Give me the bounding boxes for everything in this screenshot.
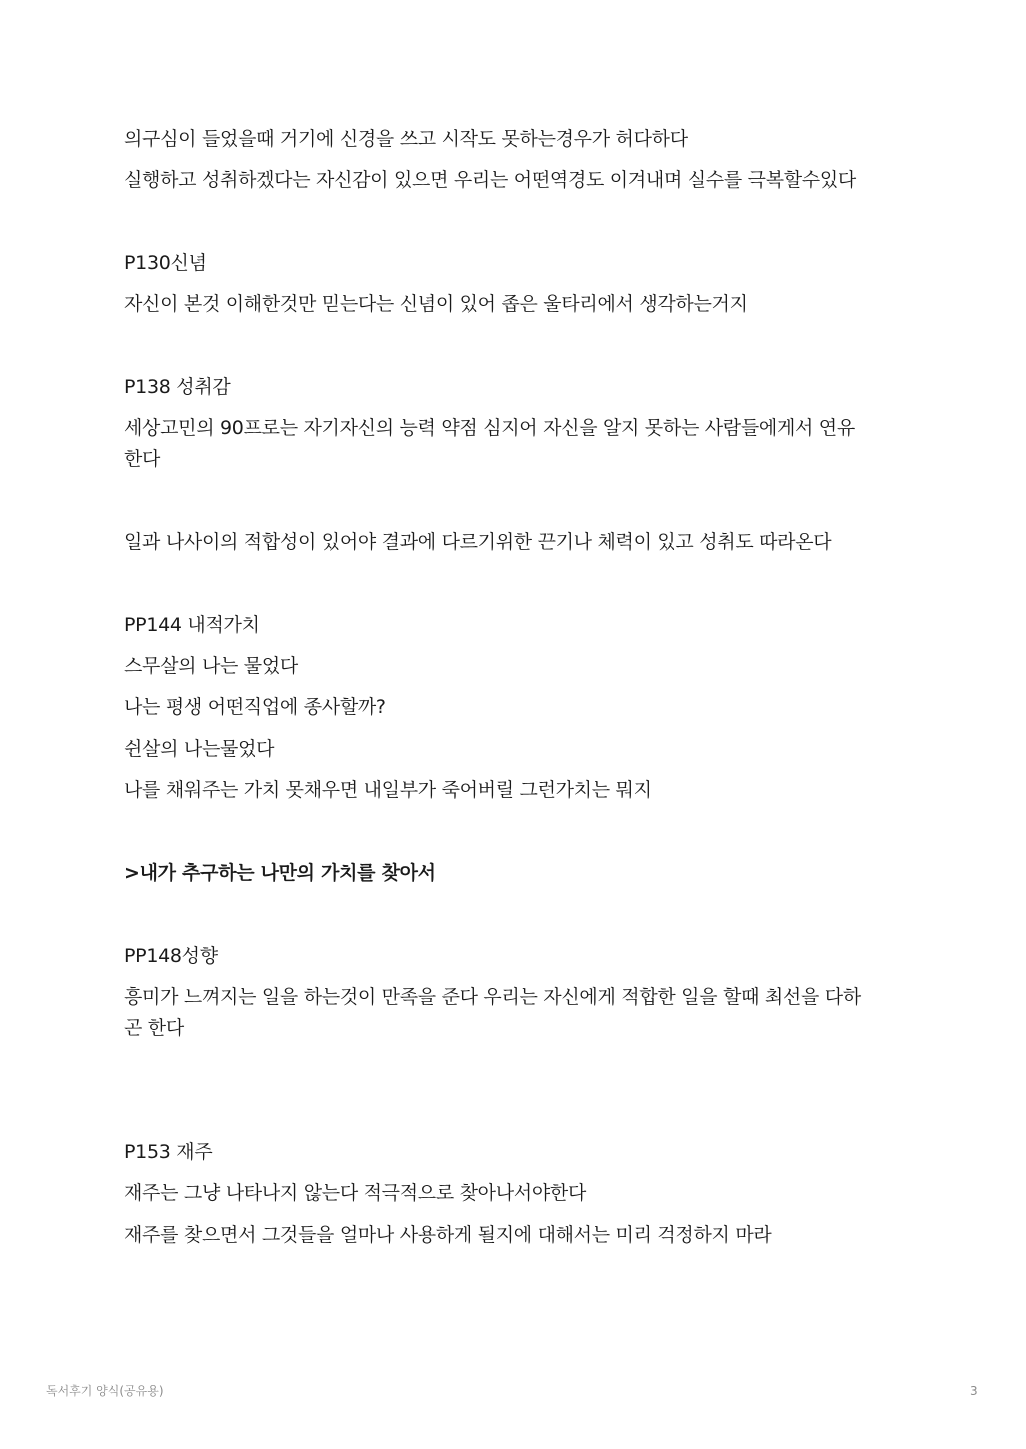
section-heading: P130신념 xyxy=(124,252,207,274)
footer-title: 독서후기 양식(공유용) xyxy=(46,1384,164,1398)
text-line: 스무살의 나는 물었다 xyxy=(124,655,298,677)
section-heading: PP144 내적가치 xyxy=(124,614,260,636)
text-line: 곤 한다 xyxy=(124,1017,184,1039)
text-line: 재주를 찾으면서 그것들을 얼마나 사용하게 될지에 대해서는 미리 걱정하지 마라 xyxy=(124,1224,772,1246)
text-line: 실행하고 성취하겠다는 자신감이 있으면 우리는 어떤역경도 이겨내며 실수를 극복할수있다 xyxy=(124,169,856,191)
text-line: 재주는 그냥 나타나지 않는다 적극적으로 찾아나서야한다 xyxy=(124,1182,586,1204)
text-line: 나는 평생 어떤직업에 종사할까? xyxy=(124,696,386,718)
text-line: 흥미가 느껴지는 일을 하는것이 만족을 준다 우리는 자신에게 적합한 일을 할때 최선을 다하 xyxy=(124,986,861,1008)
section-heading: P138 성취감 xyxy=(124,376,231,398)
text-line: 나를 채워주는 가치 못채우면 내일부가 죽어버릴 그런가치는 뭐지 xyxy=(124,779,652,801)
page-number: 3 xyxy=(970,1384,978,1398)
text-line: 의구심이 들었을때 거기에 신경을 쓰고 시작도 못하는경우가 허다하다 xyxy=(124,128,688,150)
section-heading: P153 재주 xyxy=(124,1141,213,1163)
section-heading: PP148성향 xyxy=(124,945,218,967)
text-line: 일과 나사이의 적합성이 있어야 결과에 다르기위한 끈기나 체력이 있고 성취도 따라온다 xyxy=(124,531,832,553)
text-line: 자신이 본것 이해한것만 믿는다는 신념이 있어 좁은 울타리에서 생각하는거지 xyxy=(124,293,748,315)
text-line: 한다 xyxy=(124,448,161,470)
text-line: 쉰살의 나는물었다 xyxy=(124,738,275,760)
text-line: 세상고민의 90프로는 자기자신의 능력 약점 심지어 자신을 알지 못하는 사람들에게서 연유 xyxy=(124,417,855,439)
emphasis-line: >내가 추구하는 나만의 가치를 찾아서 xyxy=(124,862,436,884)
